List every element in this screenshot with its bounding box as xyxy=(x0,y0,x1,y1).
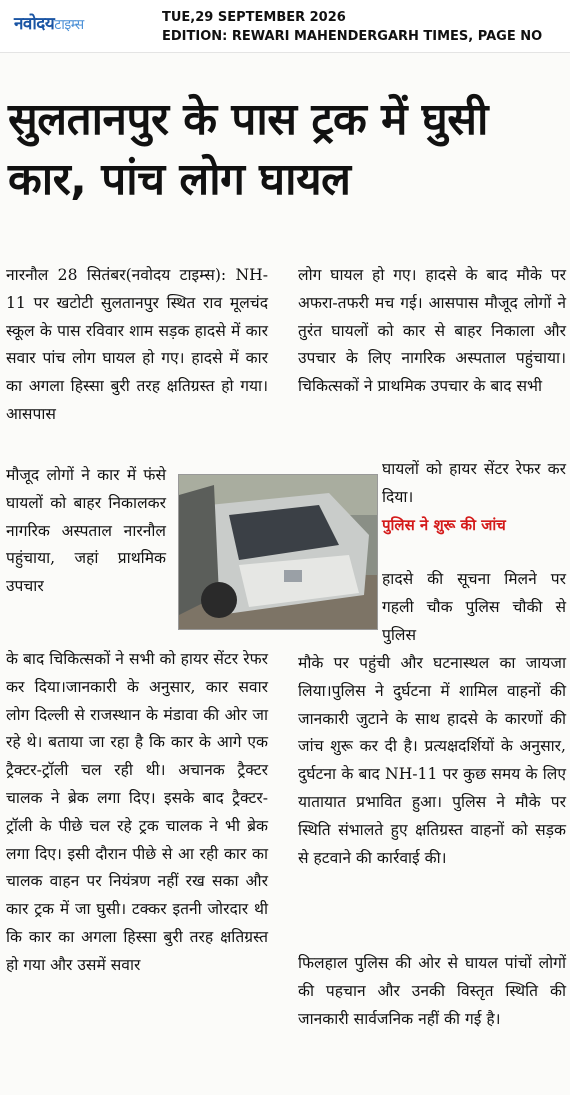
issue-date: TUE,29 SEPTEMBER 2026 xyxy=(162,10,346,25)
body-paragraph: के बाद चिकित्सकों ने सभी को हायर सेंटर रेफर कर दिया।जानकारी के अनुसार, कार सवार लोग दिल्ली से राजस्थान के मंडावा की ओर जा रहे थे। बताया जा रहा है कि कार के आगे एक ट्रैक्टर-ट्रॉली चल रही थी। अचानक ट्रैक्टर चालक ने ब्रेक लगा दिए। इसके बाद ट्रैक्टर-ट्रॉली के पीछे चल रहे ट्रक चालक ने भी ब्रेक लगा दिए। इसी दौरान पीछे से आ रही कार का चालक वाहन पर नियंत्रण नहीं रख सका और कार ट्रक में जा घुसी। टक्कर इतनी जोरदार थी कि कार का अगला हिस्सा बुरी तरह क्षतिग्रस्त हो गया और उसमें सवार xyxy=(6,650,268,974)
body-paragraph: घायलों को हायर सेंटर रेफर कर दिया। xyxy=(382,460,566,506)
right-column-last xyxy=(298,950,566,1033)
accident-photo xyxy=(178,474,378,630)
left-column-beside-photo xyxy=(6,462,166,601)
newspaper-logo xyxy=(14,11,84,34)
right-column-middle xyxy=(298,650,566,872)
logo-main: नवोदय xyxy=(14,14,55,34)
right-column-top xyxy=(298,262,566,401)
body-paragraph: हादसे की सूचना मिलने पर गहली चौक पुलिस चौकी से पुलिस xyxy=(382,570,566,644)
masthead xyxy=(0,0,570,53)
logo-sub: टाइम्स xyxy=(54,17,84,33)
article-headline: सुलतानपुर के पास ट्रक में घुसी कार, पांच लोग घायल xyxy=(8,94,488,205)
section-subheading: पुलिस ने शुरू की जांच xyxy=(382,516,506,534)
right-column-after-subheading xyxy=(382,566,566,649)
body-paragraph: फिलहाल पुलिस की ओर से घायल पांचों लोगों की पहचान और उनकी विस्तृत स्थिति की जानकारी सार्वजनिक नहीं की गई है। xyxy=(298,954,566,1028)
body-paragraph: मौके पर पहुंची और घटनास्थल का जायजा लिया।पुलिस ने दुर्घटना में शामिल वाहनों की जानकारी जुटाने के साथ हादसे के कारणों की जांच शुरू कर दी है। प्रत्यक्षदर्शियों के अनुसार, दुर्घटना के बाद NH-11 पर कुछ समय के लिए यातायात प्रभावित हुआ। पुलिस ने मौके पर स्थिति संभालते हुए क्षतिग्रस्त वाहनों को सड़क से हटवाने की कार्रवाई की। xyxy=(298,654,566,867)
left-column-bottom xyxy=(6,646,268,980)
body-paragraph: मौजूद लोगों ने कार में फंसे घायलों को बाहर निकालकर नागरिक अस्पताल नारनौल पहुंचाया, जहां प्राथमिक उपचार xyxy=(6,466,166,596)
body-paragraph: नारनौल 28 सितंबर(नवोदय टाइम्स): NH-11 पर खटोटी सुलतानपुर स्थित राव मूलचंद स्कूल के पास रविवार शाम सड़क हादसे में कार सवार पांच लोग घायल हो गए। हादसे में कार का अगला हिस्सा बुरी तरह क्षतिग्रस्त हो गया। आसपास xyxy=(6,266,268,423)
body-paragraph: लोग घायल हो गए। हादसे के बाद मौके पर अफरा-तफरी मच गई। आसपास मौजूद लोगों ने तुरंत घायलों को कार से बाहर निकाला और उपचार के लिए नागरिक अस्पताल पहुंचाया। चिकित्सकों ने प्राथमिक उपचार के बाद सभी xyxy=(298,266,566,396)
edition-line: EDITION: REWARI MAHENDERGARH TIMES, PAGE NO xyxy=(162,29,543,44)
left-column-top xyxy=(6,262,268,429)
edition-info xyxy=(162,8,542,46)
right-column-narrow xyxy=(382,456,566,512)
